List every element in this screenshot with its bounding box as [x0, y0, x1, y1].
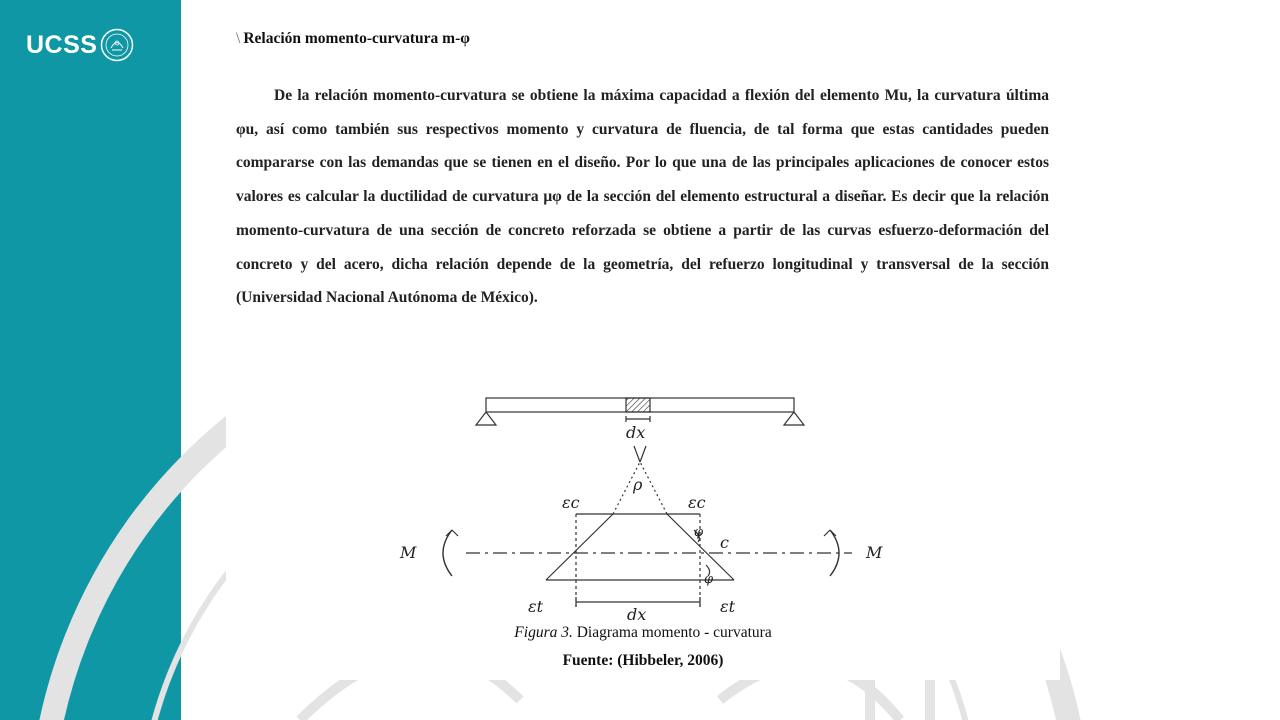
label-eps-t-right: εt: [720, 597, 736, 616]
label-eps-c-left: εc: [562, 493, 580, 512]
section-heading: [236, 30, 470, 48]
label-rho: ρ: [633, 475, 643, 494]
document-page: [226, 20, 1060, 680]
logo-text: UCSS: [26, 30, 98, 59]
label-eps-c-right: εc: [688, 493, 706, 512]
label-centroid: c: [720, 533, 729, 552]
body-paragraph: De la relación momento-curvatura se obtiene la máxima capacidad a flexión del elemento Mu, la curvatura última φu, así como también sus respectivos momento y curvatura de fluencia, de tal forma que estas cantidades pueden compararse con las demandas que se tienen en el diseño. Por lo que una de las principales aplicaciones de conocer estos valores es calcular la ductilidad de curvatura μφ de la sección del elemento estructural a diseñar. Es decir que la relación momento-curvatura de una sección de concreto reforzada se obtiene a partir de las curvas esfuerzo-deformación del concreto y del acero, dicha relación depende de la geometría, del refuerzo longitudinal y transversal de la sección (Universidad Nacional Autónoma de México).: [236, 87, 1049, 307]
caption-text: Diagrama momento - curvatura: [576, 624, 772, 641]
label-moment-left: M: [400, 543, 417, 562]
strain-diagram: [443, 446, 852, 610]
caption-label: Figura 3.: [514, 624, 573, 641]
heading-mark: \: [236, 30, 241, 47]
beam: [476, 398, 804, 425]
label-dx-top: dx: [626, 423, 646, 442]
label-phi-lower: φ: [704, 572, 714, 587]
heading-text: Relación momento-curvatura m-φ: [243, 30, 470, 47]
figure-caption: [226, 624, 1060, 642]
moment-curvature-diagram: [376, 390, 936, 620]
label-eps-t-left: εt: [528, 597, 544, 616]
label-moment-right: M: [866, 543, 883, 562]
label-phi-upper: φ: [694, 525, 704, 540]
label-dx-bottom: dx: [627, 605, 647, 620]
figure-source: Fuente: (Hibbeler, 2006): [562, 652, 724, 669]
